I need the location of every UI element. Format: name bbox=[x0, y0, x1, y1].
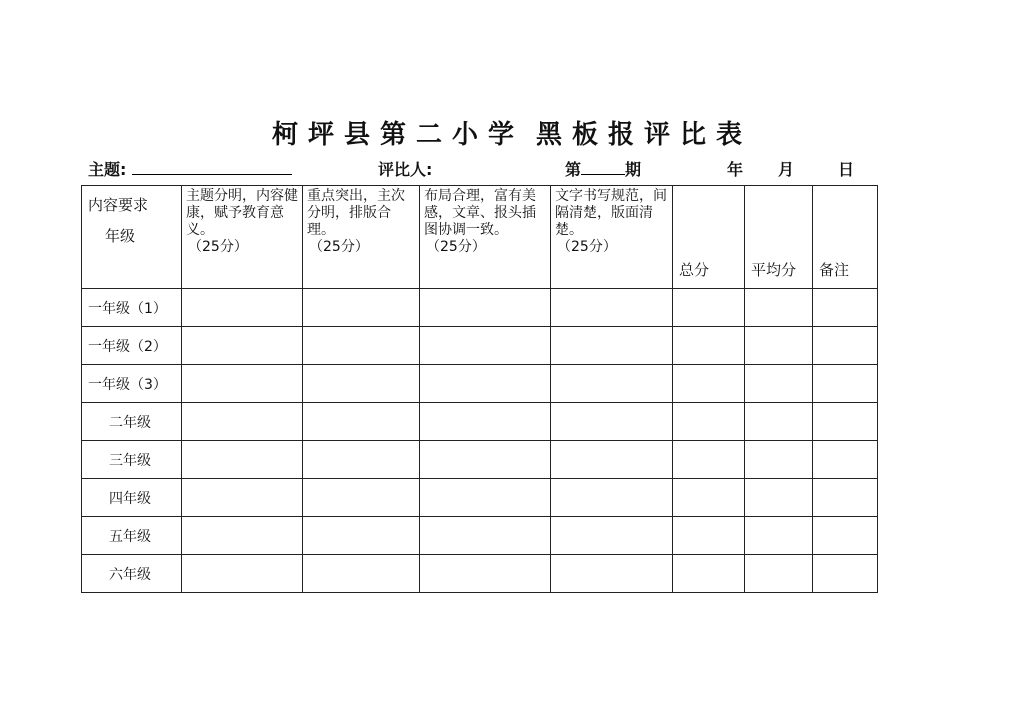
notes-cell[interactable] bbox=[813, 441, 878, 479]
criterion-4-score-cell[interactable] bbox=[551, 441, 673, 479]
criterion-1-score-cell[interactable] bbox=[182, 479, 303, 517]
grade-cell: 四年级 bbox=[82, 479, 182, 517]
period-field[interactable] bbox=[565, 157, 641, 180]
criterion-1-score-cell[interactable] bbox=[182, 517, 303, 555]
theme-field[interactable] bbox=[88, 157, 292, 180]
criterion-4-score-cell[interactable] bbox=[551, 479, 673, 517]
grade-cell: 二年级 bbox=[82, 403, 182, 441]
criterion-3-score-cell[interactable] bbox=[420, 479, 551, 517]
criterion-4-score-cell[interactable] bbox=[551, 517, 673, 555]
period-suffix: 期 bbox=[625, 160, 642, 179]
criterion-text: 文字书写规范，间隔清楚，版面清楚。 bbox=[555, 188, 667, 238]
notes-cell[interactable] bbox=[813, 555, 878, 593]
table-row bbox=[82, 479, 878, 517]
total-cell[interactable] bbox=[673, 517, 745, 555]
title-form: 黑板报评比表 bbox=[536, 120, 753, 150]
average-cell[interactable] bbox=[745, 403, 813, 441]
criterion-2-score-cell[interactable] bbox=[303, 441, 420, 479]
average-cell[interactable] bbox=[745, 517, 813, 555]
criterion-2-header bbox=[303, 186, 420, 289]
notes-header: 备注 bbox=[813, 186, 878, 289]
criterion-2-score-cell[interactable] bbox=[303, 327, 420, 365]
total-cell[interactable] bbox=[673, 365, 745, 403]
period-blank[interactable] bbox=[581, 160, 625, 175]
average-cell[interactable] bbox=[745, 479, 813, 517]
month-label: 月 bbox=[778, 160, 795, 179]
criterion-3-score-cell[interactable] bbox=[420, 555, 551, 593]
grade-cell: 一年级（1） bbox=[82, 289, 182, 327]
total-cell[interactable] bbox=[673, 289, 745, 327]
header-row bbox=[82, 186, 878, 289]
content-requirements-label: 内容要求 bbox=[88, 196, 149, 214]
period-prefix: 第 bbox=[565, 160, 582, 179]
table-row bbox=[82, 289, 878, 327]
day-label: 日 bbox=[838, 160, 855, 179]
total-cell[interactable] bbox=[673, 327, 745, 365]
criterion-1-score-cell[interactable] bbox=[182, 441, 303, 479]
total-header: 总分 bbox=[673, 186, 745, 289]
criterion-4-score-cell[interactable] bbox=[551, 289, 673, 327]
notes-cell[interactable] bbox=[813, 289, 878, 327]
notes-cell[interactable] bbox=[813, 365, 878, 403]
average-cell[interactable] bbox=[745, 441, 813, 479]
criterion-1-score-cell[interactable] bbox=[182, 327, 303, 365]
criterion-text: 布局合理，富有美感，文章、报头插图协调一致。 bbox=[424, 188, 536, 238]
criterion-2-score-cell[interactable] bbox=[303, 289, 420, 327]
criterion-4-score-cell[interactable] bbox=[551, 365, 673, 403]
total-cell[interactable] bbox=[673, 403, 745, 441]
notes-cell[interactable] bbox=[813, 403, 878, 441]
table-row bbox=[82, 365, 878, 403]
notes-cell[interactable] bbox=[813, 479, 878, 517]
criterion-3-score-cell[interactable] bbox=[420, 365, 551, 403]
year-label: 年 bbox=[727, 160, 744, 179]
criterion-3-score-cell[interactable] bbox=[420, 441, 551, 479]
criterion-3-score-cell[interactable] bbox=[420, 403, 551, 441]
criterion-3-score-cell[interactable] bbox=[420, 289, 551, 327]
average-cell[interactable] bbox=[745, 555, 813, 593]
header-corner bbox=[82, 186, 182, 289]
criterion-2-score-cell[interactable] bbox=[303, 555, 420, 593]
criterion-text: 主题分明，内容健康，赋予教育意义。 bbox=[186, 188, 298, 238]
criterion-1-score-cell[interactable] bbox=[182, 555, 303, 593]
table-row bbox=[82, 555, 878, 593]
average-cell[interactable] bbox=[745, 365, 813, 403]
theme-label: 主题: bbox=[88, 160, 127, 179]
criterion-4-header bbox=[551, 186, 673, 289]
grade-cell: 六年级 bbox=[82, 555, 182, 593]
theme-blank[interactable] bbox=[132, 160, 292, 175]
notes-cell[interactable] bbox=[813, 327, 878, 365]
criterion-3-score-cell[interactable] bbox=[420, 517, 551, 555]
criterion-1-header bbox=[182, 186, 303, 289]
grade-cell: 一年级（3） bbox=[82, 365, 182, 403]
average-cell[interactable] bbox=[745, 289, 813, 327]
page-title bbox=[0, 114, 1024, 151]
grade-cell: 一年级（2） bbox=[82, 327, 182, 365]
total-cell[interactable] bbox=[673, 479, 745, 517]
criterion-text: 重点突出，主次分明，排版合理。 bbox=[307, 188, 405, 238]
criterion-2-score-cell[interactable] bbox=[303, 365, 420, 403]
criterion-score: （25分） bbox=[426, 239, 486, 255]
table-row bbox=[82, 517, 878, 555]
criterion-3-header bbox=[420, 186, 551, 289]
notes-cell[interactable] bbox=[813, 517, 878, 555]
criterion-1-score-cell[interactable] bbox=[182, 365, 303, 403]
criterion-1-score-cell[interactable] bbox=[182, 403, 303, 441]
grade-cell: 三年级 bbox=[82, 441, 182, 479]
title-school: 柯坪县第二小学 bbox=[271, 120, 524, 150]
total-cell[interactable] bbox=[673, 441, 745, 479]
grade-column-label: 年级 bbox=[105, 227, 136, 245]
judge-label: 评比人: bbox=[378, 160, 433, 179]
average-header: 平均分 bbox=[745, 186, 813, 289]
total-cell[interactable] bbox=[673, 555, 745, 593]
criterion-1-score-cell[interactable] bbox=[182, 289, 303, 327]
average-cell[interactable] bbox=[745, 327, 813, 365]
criterion-score: （25分） bbox=[557, 239, 617, 255]
criterion-4-score-cell[interactable] bbox=[551, 555, 673, 593]
evaluation-table bbox=[81, 185, 878, 593]
grade-cell: 五年级 bbox=[82, 517, 182, 555]
table-row bbox=[82, 441, 878, 479]
criterion-2-score-cell[interactable] bbox=[303, 517, 420, 555]
criterion-4-score-cell[interactable] bbox=[551, 403, 673, 441]
criterion-2-score-cell[interactable] bbox=[303, 479, 420, 517]
criterion-score: （25分） bbox=[188, 239, 248, 255]
criterion-4-score-cell[interactable] bbox=[551, 327, 673, 365]
criterion-3-score-cell[interactable] bbox=[420, 327, 551, 365]
criterion-2-score-cell[interactable] bbox=[303, 403, 420, 441]
table-row bbox=[82, 327, 878, 365]
table-row bbox=[82, 403, 878, 441]
criterion-score: （25分） bbox=[309, 239, 369, 255]
